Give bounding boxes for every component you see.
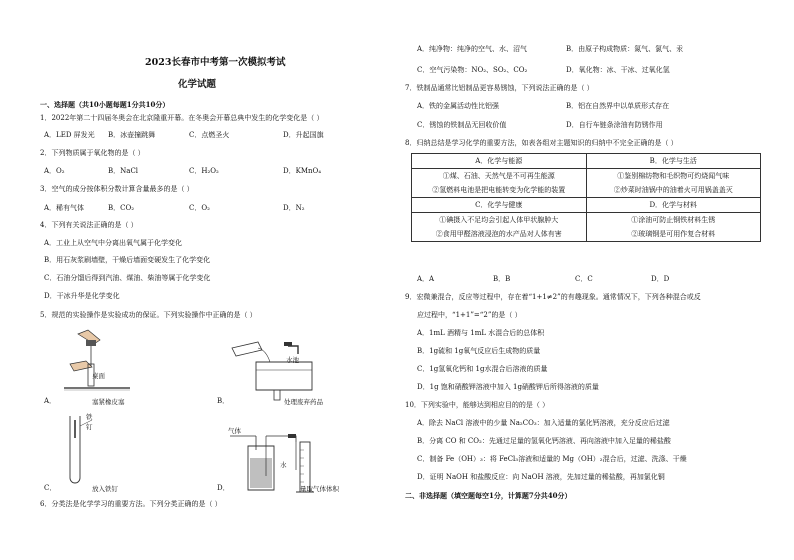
q7-option-c: C．锈蚀的铁制品无回收价值 xyxy=(417,121,507,129)
table-cell: A．化学与能源 xyxy=(412,154,587,169)
table-row xyxy=(412,183,761,198)
q2-option-b: B．NaCl xyxy=(108,167,139,175)
figure-a-caption: 塞紧橡皮塞 xyxy=(92,398,125,406)
q1-option-a: A．LED 屏发光 xyxy=(44,131,95,139)
table-cell: D．化学与材料 xyxy=(586,198,761,213)
q10-option-c: C．制备 Fe（OH）₃：将 FeCl₃溶液和适量的 Mg（OH）₂混合后，过滤、洗涤、干燥 xyxy=(417,455,687,463)
question-10: 10．下列实验中，能够达到相应目的的是（ ） xyxy=(405,401,550,409)
table-cell: ②食用甲醛溶液浸泡的水产品对人体有害 xyxy=(412,227,587,242)
question-5: 5．规范的实验操作是实验成功的保证。下列实验操作中正确的是（ ） xyxy=(40,311,257,319)
table-cell: ①煤、石油、天然气是不可再生能源 xyxy=(412,169,587,184)
figure-b-letter: B． xyxy=(217,397,230,405)
table-cell: ①鉴别棉纺物和毛织物可灼烧闻气味 xyxy=(586,169,761,184)
question-1: 1．2022年第二十四届冬奥会在北京隆重开幕。在冬奥会开幕总典中发生的化学变化是（ ） xyxy=(40,114,324,122)
q3-option-c: C．O₂ xyxy=(189,204,210,212)
figure-b-caption: 处理废弃药品 xyxy=(284,398,323,406)
figure-d-letter: D． xyxy=(217,484,230,492)
table-row xyxy=(412,154,761,169)
q4-option-b: B．用石灰浆刷墙壁，干燥后墙面变硬发生了化学变化 xyxy=(44,256,211,264)
table-row xyxy=(412,198,761,213)
q6-option-d: D．氧化物：冰、干冰、过氧化氢 xyxy=(566,66,670,74)
table-row xyxy=(412,227,761,242)
section-2-heading: 二、非选择题（填空题每空1分，计算题7分共40分） xyxy=(405,491,572,500)
table-cell: C．化学与健康 xyxy=(412,198,587,213)
table-row xyxy=(412,213,761,228)
q2-option-d: D．KMnO₄ xyxy=(283,167,322,175)
q8-option-a: A．A xyxy=(417,275,435,283)
q7-option-a: A．铁的金属活动性比铝强 xyxy=(417,102,500,110)
figure-c-caption: 放入铁钉 xyxy=(92,485,118,493)
question-4: 4．下列有关说法正确的是（ ） xyxy=(40,221,138,229)
figure-d-gas-label: 气体 xyxy=(228,427,241,435)
figure-a-desk-label: 桌面 xyxy=(92,372,105,380)
figure-d-water-label: 水 xyxy=(280,461,287,469)
q1-option-b: B．冰壶撞跳舞 xyxy=(108,131,156,139)
q9-option-a: A．1mL 酒精与 1mL 水混合后的总体积 xyxy=(417,329,545,337)
q1-option-c: C．点燃圣火 xyxy=(189,131,230,139)
section-1-heading: 一、选择题（共10小题每题1分共10分） xyxy=(40,100,170,109)
figure-c-test-tube-diagram xyxy=(62,412,102,492)
q3-option-b: B．CO₂ xyxy=(108,204,135,212)
q4-option-d: D．干冰升华是化学变化 xyxy=(44,292,120,300)
question-3: 3．空气的成分按体积分数计算含量最多的是（ ） xyxy=(40,185,194,193)
q6-option-c: C．空气污染物：NO₂、SO₂、CO₂ xyxy=(417,66,528,74)
figure-c-nail-label: 钉 xyxy=(86,423,93,431)
table-cell: ①碘摄入不足均会引起人体甲状腺肿大 xyxy=(412,213,587,228)
q6-option-a: A．纯净物：纯净的空气、水、沼气 xyxy=(417,45,528,53)
q9-option-b: B．1g硫和 1g氧气反应后生成物的质量 xyxy=(417,347,541,355)
table-cell: B．化学与生活 xyxy=(586,154,761,169)
question-8: 8．归纳总结是学习化学的重要方法，如表各组对主题知识的归纳中不完全正确的是（ ） xyxy=(405,139,678,147)
q9-option-d: D．1g 饱和硝酸钾溶液中加入 1g硝酸钾后所得溶液的质量 xyxy=(417,383,599,391)
q6-option-b: B．由原子构成物质：氮气、氯气、汞 xyxy=(566,45,684,53)
question-7: 7．铁制品通常比铝制品更容易锈蚀，下列说法正确的是（ ） xyxy=(405,84,594,92)
table-cell: ②氢燃料电池是把电能转变为化学能的装置 xyxy=(412,183,587,198)
q8-option-b: B．B xyxy=(493,275,511,283)
figure-a-stopper-diagram xyxy=(60,326,140,398)
figure-c-iron-label: 铁 xyxy=(86,413,93,421)
q10-option-b: B．分离 CO 和 CO₂：先通过足量的氢氧化钙溶液、再向溶液中加入足量的稀盐酸 xyxy=(417,437,671,445)
q7-option-d: D．自行车链条涂油有防锈作用 xyxy=(566,121,663,129)
table-cell: ②玻璃钢是可用作复合材料 xyxy=(586,227,761,242)
q4-option-a: A．工业上从空气中分离出氧气属于化学变化 xyxy=(44,239,183,247)
q1-option-d: D．升起国旗 xyxy=(283,131,324,139)
q9-option-c: C．1g氢氧化钙和 1g水混合后溶液的质量 xyxy=(417,365,548,373)
q10-option-d: D．证明 NaOH 和盐酸反应：向 NaOH 溶液，先加过量的稀盐酸，再加氯化铜 xyxy=(417,473,665,481)
figure-b-pool-label: 水池 xyxy=(286,356,299,364)
question-6: 6．分类法是化学学习的重要方法。下列分类正确的是（ ） xyxy=(40,500,222,508)
figure-c-letter: C． xyxy=(44,484,57,492)
q2-option-a: A．O₂ xyxy=(44,167,65,175)
q8-option-c: C．C xyxy=(575,275,593,283)
exam-title: 2023长春市中考第一次模拟考试 xyxy=(145,57,286,68)
q8-summary-table xyxy=(411,153,761,242)
q2-option-c: C．H₂O₂ xyxy=(189,167,219,175)
table-row xyxy=(412,169,761,184)
exam-subtitle: 化学试题 xyxy=(178,79,217,90)
figure-d-caption: 量取气体体积 xyxy=(300,485,339,493)
q3-option-d: D．N₂ xyxy=(283,204,305,212)
q10-option-a: A．除去 NaCl 溶液中的少量 Na₂CO₃：加入适量的氯化钙溶液，充分反应后过滤 xyxy=(417,419,670,427)
table-cell: ①涂油可防止钢铁材料生锈 xyxy=(586,213,761,228)
question-2: 2．下列物质属于氧化物的是（ ） xyxy=(40,149,145,157)
table-cell: ②炒菜时油锅中的油着火可用锅盖盖灭 xyxy=(586,183,761,198)
figure-a-letter: A． xyxy=(44,397,57,405)
q4-option-c: C．石油分馏后得到汽油、煤油、柴油等属于化学变化 xyxy=(44,274,211,282)
q8-option-d: D．D xyxy=(651,275,670,283)
question-9-line-2: 应过程中，“1+1”=“2”的是（ ） xyxy=(417,311,522,319)
question-9-line-1: 9．宏微兼混合，反应等过程中，存在着“1+1≠2”的有趣现象。通常情况下，下列各种混合或反 xyxy=(405,293,701,301)
q3-option-a: A．稀有气体 xyxy=(44,204,85,212)
q7-option-b: B．铝在自然界中以单质形式存在 xyxy=(566,102,670,110)
